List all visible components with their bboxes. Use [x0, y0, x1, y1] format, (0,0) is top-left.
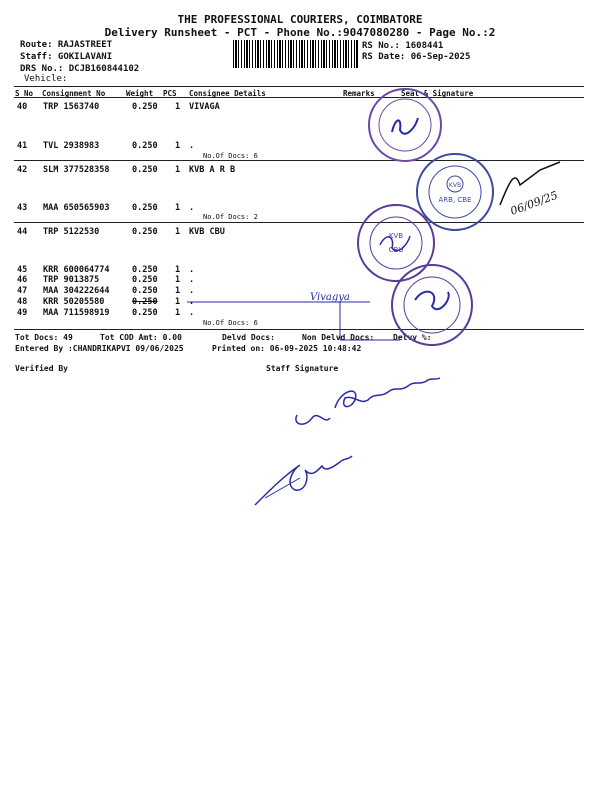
- row-consignment: SLM 377528358: [43, 165, 110, 175]
- staff-label: Staff: GOKILAVANI: [20, 52, 113, 62]
- row-consignment: KRR 50205580: [43, 297, 105, 307]
- row-consignee: .: [189, 286, 195, 296]
- row-consignment: KRR 600064774: [43, 265, 110, 275]
- handwritten-receiver-name: [187, 292, 400, 340]
- handwritten-date-signature: [500, 162, 560, 218]
- row-consignee: .: [189, 275, 195, 285]
- row-weight: 0.250: [132, 102, 158, 112]
- row-consignment: TVL 2938983: [43, 141, 100, 151]
- kvb-cbu-stamp: [358, 205, 434, 281]
- verified-by-label: Verified By: [15, 364, 68, 373]
- printed-on: Printed on: 06-09-2025 10:48:42: [212, 344, 362, 353]
- row-consignment: TRP 1563740: [43, 102, 100, 112]
- row-weight: 0.250: [132, 265, 158, 275]
- runsheet-subtitle: Delivery Runsheet - PCT - Phone No.:9047080280 - Page No.:2: [104, 26, 496, 39]
- row-consignment: TRP 9013875: [43, 275, 100, 285]
- rs-number: RS No.: 1608441: [362, 41, 444, 51]
- row-pcs: 1: [175, 286, 181, 296]
- row-weight: 0.250: [132, 227, 158, 237]
- docs-count-note: No.Of Docs: 2: [203, 213, 258, 221]
- kvb-cbu-stamp-inner: KVB: [388, 232, 404, 240]
- row-weight: 0.250: [132, 286, 158, 296]
- row-consignee: VIVAGA: [189, 102, 220, 112]
- row-pcs: 1: [175, 141, 181, 151]
- row-consignment: MAA 711598919: [43, 308, 110, 318]
- row-pcs: 1: [175, 165, 181, 175]
- verifier-signature-scribble: [255, 456, 352, 505]
- kvb-cbu-stamp-sub: CBU: [388, 246, 404, 254]
- row-pcs: 1: [175, 297, 181, 307]
- row-sno: 42: [17, 165, 28, 175]
- row-consignment: TRP 5122530: [43, 227, 100, 237]
- handwritten-date: 06/09/25: [508, 188, 560, 218]
- row-consignee: KVB A R B: [189, 165, 236, 175]
- row-consignee: .: [189, 265, 195, 275]
- total-docs: Tot Docs: 49: [15, 333, 73, 342]
- col-consignee: Consignee Details: [189, 89, 266, 98]
- col-weight: Weight: [126, 89, 154, 98]
- row-sno: 49: [17, 308, 28, 318]
- docs-count-note: No.Of Docs: 6: [203, 152, 258, 160]
- staff-signature-label: Staff Signature: [266, 364, 339, 373]
- row-consignee: KVB CBU: [189, 227, 225, 237]
- row-weight: 0.250: [132, 203, 158, 213]
- col-consignment: Consignment No: [42, 89, 106, 98]
- staff-signature-scribble: [296, 378, 440, 424]
- row-pcs: 1: [175, 102, 181, 112]
- vehicle-label: Vehicle:: [24, 74, 68, 84]
- row-weight: 0.250: [132, 275, 158, 285]
- col-remarks: Remarks: [343, 89, 375, 98]
- handwritten-name-text: Vivagya: [310, 292, 350, 303]
- docs-count-note: No.Of Docs: 6: [203, 319, 258, 327]
- route-label: Route: RAJASTREET: [20, 40, 113, 50]
- delivery-percent: Delvy %:: [393, 333, 432, 342]
- non-delivered-docs: Non Delvd Docs:: [302, 333, 375, 342]
- row-pcs: 1: [175, 308, 181, 318]
- rs-date: RS Date: 06-Sep-2025: [362, 52, 471, 62]
- total-cod-amount: Tot COD Amt: 0.00: [100, 333, 182, 342]
- chennai-silks-stamp: [392, 265, 472, 345]
- row-sno: 40: [17, 102, 28, 112]
- col-sno: S No: [15, 89, 34, 98]
- kvb-arb-stamp: [417, 154, 493, 230]
- row-pcs: 1: [175, 227, 181, 237]
- row-sno: 45: [17, 265, 28, 275]
- row-weight: 0.250: [132, 165, 158, 175]
- vivaga-stamp: [369, 89, 441, 161]
- row-weight: 0.250: [132, 308, 158, 318]
- col-seal-signature: Seal & Signature: [401, 89, 474, 98]
- delivered-docs: Delvd Docs:: [222, 333, 275, 342]
- col-pcs: PCS: [163, 89, 177, 98]
- row-sno: 41: [17, 141, 28, 151]
- row-sno: 48: [17, 297, 28, 307]
- row-pcs: 1: [175, 265, 181, 275]
- company-title: THE PROFESSIONAL COURIERS, COIMBATORE: [177, 13, 423, 26]
- row-consignee: .: [189, 203, 195, 213]
- row-sno: 44: [17, 227, 28, 237]
- kvb-arb-stamp-sub: ARB, CBE: [438, 196, 472, 204]
- row-consignment: MAA 650565903: [43, 203, 110, 213]
- row-consignee: .: [189, 297, 195, 307]
- row-sno: 46: [17, 275, 28, 285]
- row-pcs: 1: [175, 203, 181, 213]
- row-weight: 0.250: [132, 141, 158, 151]
- row-consignee: .: [189, 308, 195, 318]
- row-consignee: .: [189, 141, 195, 151]
- kvb-arb-stamp-inner: KVB: [448, 182, 462, 189]
- row-pcs: 1: [175, 275, 181, 285]
- row-sno: 47: [17, 286, 28, 296]
- drs-label: DRS No.: DCJB160844102: [20, 64, 140, 74]
- row-sno: 43: [17, 203, 28, 213]
- row-weight: 0.250: [132, 297, 158, 307]
- entered-by: Entered By :CHANDRIKAPVI 09/06/2025: [15, 344, 184, 353]
- row-consignment: MAA 304222644: [43, 286, 110, 296]
